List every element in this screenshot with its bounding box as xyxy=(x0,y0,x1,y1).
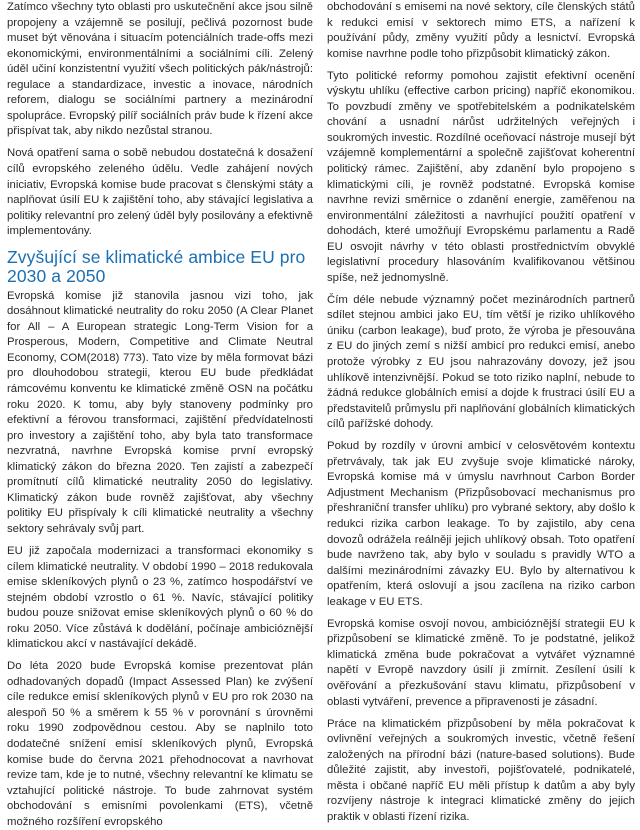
paragraph-climate-vision: Evropská komise již stanovila jasnou vizi toho, jak dosáhnout klimatické neutrality do roku 2050 (A Clear Planet for All – A European strategic Long-Term Vision for a Prosperous, Modern, Competitive and Climate Neutral Economy, COM(2018) 773). Tato vize by měla formovat bázi pro dlouhodobou strategii, kterou EU bude předkládat rámcovému konventu ke klimatické změně OSN na počátku roku 2020. K tomu, aby byly stanoveny podmínky pro efektivní a férovou transformaci, zajištění předvídatelnosti pro investory a zajištění toho, aby byla tato transformace nezvratná, navrhne Evropská komise první evropský klimatický zákon do března 2020. Ten zajistí a zabezpečí promítnutí cílů klimatické neutrality 2050 do legislativy. Klimatický zákon bude rovněž zajišťovat, aby všechny politiky EU přispívaly k cíli klimatické neutrality a všechny sektory sehrávaly svůj part. xyxy=(7,289,313,535)
paragraph-ets-continuation: obchodování s emisemi na nové sektory, cíle členských států k redukci emisí v sektorech mimo ETS, a nařízení k používání půdy, změny využití půdy a lesnictví. Evropská komise navrhne podle toho přizpůsobit klimatický zákon. xyxy=(327,1,635,60)
paragraph-trade-offs: Zatímco všechny tyto oblasti pro uskutečnění akce jsou silně propojeny a vzájemně se posilují, pečlivá pozornost bude muset být věnována i situacím potenciálních trade-offs mezi ekonomickými, environmentálními a sociálními cíli. Zelený úděl učiní konzistentní využití všech politických pák/nástrojů: regulace a standardizace, investic a inovace, národních reforem, dialogu se sociálními partnery a mezinárodní spolupráce. Evropský pilíř sociálních práv bude k řízení akce přispívat tak, aby nikdo nezůstal stranou. xyxy=(7,1,313,138)
paragraph-new-measures: Nová opatření sama o sobě nebudou dostatečná k dosažení cílů evropského zeleného údělu. Vedle zahájení nových iniciativ, Evropská komise bude pracovat s členskými státy a naplňovat úsilí EU k zajištění toho, aby stávající legislativa a politiky relevantní pro zelený úděl byly posilovány a efektivně implementovány. xyxy=(7,147,313,238)
paragraph-adaptation-strategy: Evropská komise osvojí novou, ambicióznější strategii EU k přizpůsobení se klimatické změně. To je podstatné, jelikož klimatická změna bude pokračovat a vytvářet významné napětí v Evropě navzdory úsilí ji zmírnit. Zesílení úsilí k ověřování a přezkušování stavu klimatu, přizpůsobení v oblasti vytváření, prevence a připravenosti je zásadní. xyxy=(327,617,635,708)
paragraph-adaptation-work: Práce na klimatickém přizpůsobení by měla pokračovat k ovlivnění veřejných a soukromých investic, včetně řešení založených na přírodní bázi (nature-based solutions). Bude důležité zajistit, aby investoři, pojišťovatelé, podnikatelé, města i občané napříč EU měli přístup k datům a aby byly rozvíjeny nástroje k integraci klimatické změny do jejich praktik v oblasti řízení rizika. xyxy=(327,717,635,823)
paragraph-carbon-pricing: Tyto politické reformy pomohou zajistit efektivní ocenění výskytu uhlíku (effective carbon pricing) napříč ekonomikou. To povzbudí změny ve spotřebitelském a podnikatelském chování a usnadní nárůst udržitelných veřejných i soukromých investic. Rozdílné oceňovací nástroje musejí být vzájemně komplementární a společně zajišťovat koherentní politický rámec. Zajištění, aby zdanění bylo propojeno s klimatickými cíli, je rovněž podstatné. Evropská komise navrhne revizi směrnice o zdanění energie, zaměřenou na environmentální záležitosti a navrhující použití opatření v dohodách, které umožňují Evropskému parlamentu a Radě EU osvojit návrhy v této oblasti prostřednictvím obvyklé legislativní procedury hlasováním kvalifikovanou většinou spíše, než jednomyslně. xyxy=(327,69,635,284)
paragraph-impact-plan: Do léta 2020 bude Evropská komise prezentovat plán odhadovaných dopadů (Impact Assessed Plan) ke zvýšení cíle redukce emisí skleníkových plynů v EU pro rok 2030 na alespoň 50 % a směrem k 55 % v porovnání s úrovněmi roku 1990 zodpovědnou cestou. Aby se naplnilo toto dodatečné snížení emisí skleníkových plynů, Evropská komise bude do června 2021 přehodnocovat a navrhovat revize tam, kde je to nutné, všechny relevantní ke klimatu se vztahující politické nástroje. To bude zahrnovat systém obchodování s emisními povolenkami (ETS), včetně možného rozšíření evropského xyxy=(7,660,313,828)
paragraph-carbon-leakage: Čím déle nebude významný počet mezinárodních partnerů sdílet stejnou ambici jako EU, tím větší je riziko uhlíkového úniku (carbon leakage), buď proto, že výroba je přesouvána z EU do jiných zemí s nižší ambicí pro redukci emisí, anebo protože výrobky z EU jsou nahrazovány dovozy, jež jsou uhlíkově intenzivnější. Pokud se toto riziko naplní, nebude to žádná redukce globálních emisí a dojde k frustraci úsilí EU a představitelů průmyslu při naplňování globálních klimatických cílů pařížské dohody. xyxy=(327,293,635,431)
paragraph-modernization: EU již započala modernizaci a transformaci ekonomiky s cílem klimatické neutrality. V období 1990 – 2018 redukovala emise skleníkových plynů o 23 %, zatímco hospodářství ve stejném období vzrostlo o 61 %. Navíc, stávající politiky budou pouze snižovat emise skleníkových plynů o 60 % do roku 2050. Více zůstává k dodělání, počínaje ambicióznější klimatickou akcí v nastávající dekádě. xyxy=(7,544,313,651)
right-column xyxy=(327,0,635,823)
section-heading: Zvyšující se klimatické ambice EU pro 2030 a 2050 xyxy=(7,246,306,286)
paragraph-border-adjustment: Pokud by rozdíly v úrovni ambicí v celosvětovém kontextu přetrvávaly, tak jak EU zvyšuje svoje klimatické nároky, Evropská komise má v úmyslu navrhnout Carbon Border Adjustment Mechanism (Přizpůsobovací mechanismus pro přeshraniční transfer uhlíku) pro vybrané sektory, aby došlo k redukci rizika carbon leakage. To by zajistilo, aby cena dovozů odrážela reálněji jejich uhlíkový obsah. Toto opatření bude navrženo tak, aby bylo v souladu s pravidly WTO a dalšími mezinárodními závazky EU. Bylo by alternativou k opatřením, která oslovují a jsou zacílena na riziko carbon leakage v EU ETS. xyxy=(327,440,635,608)
left-column xyxy=(7,0,313,828)
